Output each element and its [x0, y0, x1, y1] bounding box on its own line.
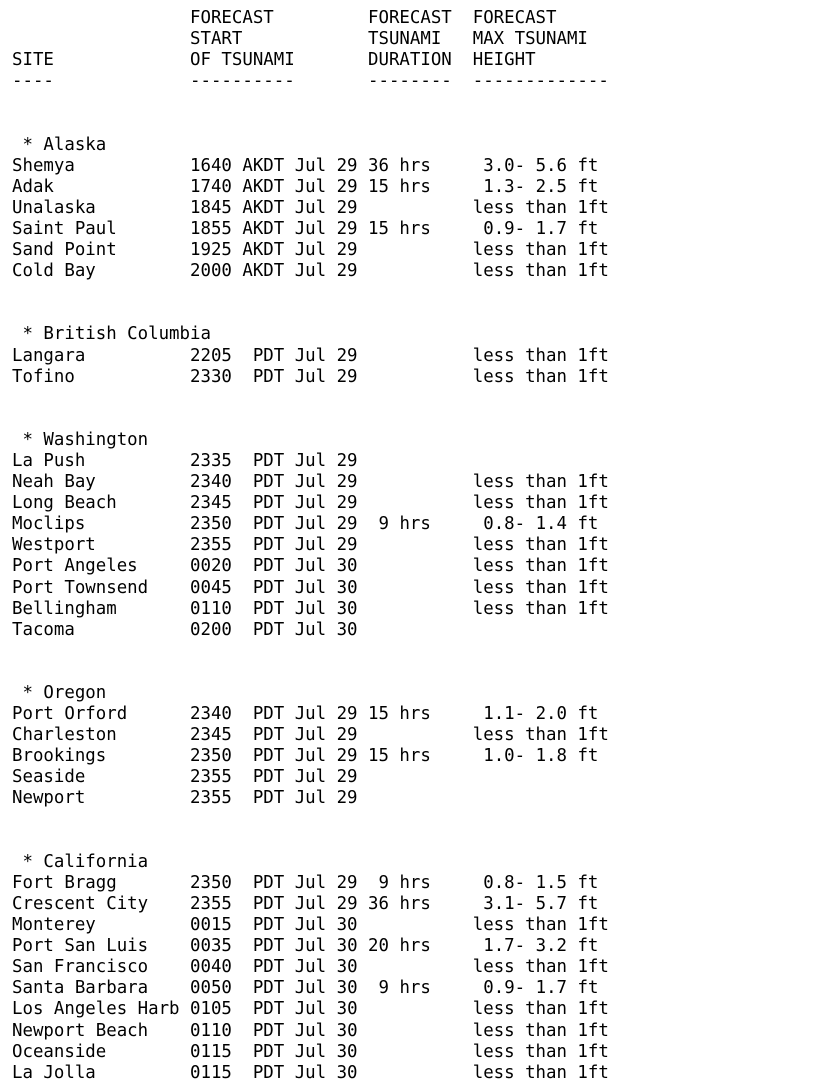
region-name: British Columbia: [43, 324, 211, 345]
region-name: Washington: [43, 429, 149, 450]
start-time: 2350 PDT Jul 29: [190, 746, 358, 767]
duration: 15 hrs: [368, 746, 431, 767]
site-name: Westport: [12, 535, 96, 556]
duration: 15 hrs: [368, 176, 431, 197]
blank-line: [12, 831, 609, 852]
forecast-row: [12, 472, 609, 493]
site-name: Oceanside: [12, 1041, 107, 1062]
site-name: Brookings: [12, 746, 107, 767]
site-name: Unalaska: [12, 197, 96, 218]
duration: 20 hrs: [368, 936, 431, 957]
site-name: Newport Beach: [12, 1020, 149, 1041]
header-height: FORECAST: [472, 8, 557, 28]
max-height: less than 1ft: [472, 957, 609, 978]
duration: 36 hrs: [368, 893, 431, 914]
site-name: Moclips: [12, 514, 86, 535]
max-height: less than 1ft: [472, 197, 609, 218]
max-height: less than 1ft: [472, 1041, 609, 1062]
start-time: 2335 PDT Jul 29: [190, 450, 358, 471]
forecast-row: [12, 493, 609, 514]
header-site: ----: [12, 71, 54, 92]
max-height: less than 1ft: [472, 535, 609, 556]
forecast-row: [12, 261, 609, 282]
site-name: Port Angeles: [12, 556, 138, 577]
header-line: [12, 8, 609, 29]
site-name: Shemya: [12, 155, 75, 176]
site-name: Sand Point: [12, 240, 117, 261]
site-name: Langara: [12, 345, 86, 366]
header-start: FORECAST: [190, 8, 274, 28]
site-name: Los Angeles Harb: [12, 999, 180, 1020]
start-time: 0050 PDT Jul 30: [190, 978, 358, 999]
header-height: HEIGHT: [472, 50, 536, 71]
header-duration: DURATION: [368, 50, 452, 71]
forecast-row: [12, 620, 609, 641]
blank-line: [12, 662, 609, 683]
max-height: 0.8- 1.4 ft: [483, 514, 599, 535]
header-line: [12, 50, 609, 71]
duration: 9 hrs: [378, 872, 431, 893]
max-height: less than 1ft: [472, 1062, 609, 1083]
forecast-row: [12, 915, 609, 936]
blank-line: [12, 641, 609, 662]
site-name: Adak: [12, 176, 54, 197]
header-line: [12, 29, 609, 50]
max-height: less than 1ft: [472, 556, 609, 577]
header-start: START: [190, 29, 243, 50]
start-time: 1640 AKDT Jul 29: [190, 155, 358, 176]
start-time: 2330 PDT Jul 29: [190, 366, 358, 387]
region-heading: * British Columbia: [12, 324, 211, 345]
start-time: 2000 AKDT Jul 29: [190, 261, 358, 282]
forecast-row: [12, 367, 609, 388]
header-line: [12, 71, 609, 92]
start-time: 2355 PDT Jul 29: [190, 893, 358, 914]
start-time: 1925 AKDT Jul 29: [190, 240, 358, 261]
blank-line: [12, 409, 609, 430]
max-height: 0.9- 1.7 ft: [483, 218, 599, 239]
site-name: Bellingham: [12, 598, 117, 619]
forecast-row: [12, 936, 609, 957]
forecast-row: [12, 978, 609, 999]
start-time: 0020 PDT Jul 30: [190, 556, 358, 577]
max-height: 1.0- 1.8 ft: [483, 746, 599, 767]
site-name: Seaside: [12, 767, 86, 788]
max-height: less than 1ft: [472, 472, 609, 493]
max-height: 3.0- 5.6 ft: [483, 155, 599, 176]
start-time: 1855 AKDT Jul 29: [190, 218, 358, 239]
forecast-row: [12, 599, 609, 620]
site-name: Santa Barbara: [12, 978, 149, 999]
max-height: less than 1ft: [472, 598, 609, 619]
forecast-row: [12, 346, 609, 367]
region-heading: * Oregon: [12, 683, 107, 703]
forecast-row: [12, 556, 609, 577]
site-name: San Francisco: [12, 957, 149, 978]
start-time: 2340 PDT Jul 29: [190, 472, 358, 493]
start-time: 0015 PDT Jul 30: [190, 915, 358, 936]
site-name: Port San Luis: [12, 936, 149, 957]
forecast-row: [12, 725, 609, 746]
start-time: 0045 PDT Jul 30: [190, 577, 358, 598]
site-name: Tofino: [12, 366, 75, 387]
start-time: 0035 PDT Jul 30: [190, 936, 358, 957]
header-duration: TSUNAMI: [368, 29, 442, 50]
start-time: 2345 PDT Jul 29: [190, 725, 358, 746]
start-time: 2340 PDT Jul 29: [190, 704, 358, 725]
forecast-row: [12, 198, 609, 219]
max-height: 1.3- 2.5 ft: [483, 176, 599, 197]
site-name: Crescent City: [12, 893, 149, 914]
region-name: Oregon: [43, 683, 107, 703]
start-time: 0040 PDT Jul 30: [190, 957, 358, 978]
tsunami-forecast-report: [12, 8, 609, 1084]
region-heading: * Alaska: [12, 134, 107, 155]
forecast-row: [12, 999, 609, 1020]
forecast-row: [12, 704, 609, 725]
site-name: Saint Paul: [12, 218, 117, 239]
header-height: MAX TSUNAMI: [472, 29, 588, 50]
start-time: 2350 PDT Jul 29: [190, 872, 358, 893]
max-height: 0.8- 1.5 ft: [483, 872, 599, 893]
start-time: 2355 PDT Jul 29: [190, 535, 358, 556]
forecast-row: [12, 746, 609, 767]
blank-line: [12, 810, 609, 831]
forecast-row: [12, 177, 609, 198]
forecast-row: [12, 240, 609, 261]
forecast-row: [12, 873, 609, 894]
site-name: Long Beach: [12, 493, 117, 514]
region-heading: * California: [12, 851, 149, 872]
blank-line: [12, 303, 609, 324]
start-time: 0115 PDT Jul 30: [190, 1041, 358, 1062]
site-name: Neah Bay: [12, 472, 96, 493]
site-name: Port Townsend: [12, 577, 149, 598]
forecast-row: [12, 788, 609, 809]
max-height: 3.1- 5.7 ft: [483, 893, 599, 914]
max-height: 1.1- 2.0 ft: [483, 704, 599, 725]
max-height: less than 1ft: [472, 577, 609, 598]
duration: 36 hrs: [368, 155, 431, 176]
max-height: less than 1ft: [472, 366, 609, 387]
start-time: 2345 PDT Jul 29: [190, 493, 358, 514]
header-height: -------------: [472, 71, 609, 92]
start-time: 0110 PDT Jul 30: [190, 598, 358, 619]
duration: 9 hrs: [378, 978, 431, 999]
start-time: 0200 PDT Jul 30: [190, 619, 358, 640]
max-height: less than 1ft: [472, 261, 609, 282]
site-name: Newport: [12, 788, 86, 809]
max-height: 0.9- 1.7 ft: [483, 978, 599, 999]
max-height: less than 1ft: [472, 725, 609, 746]
duration: 9 hrs: [378, 514, 431, 535]
header-start: OF TSUNAMI: [190, 50, 295, 71]
start-time: 1740 AKDT Jul 29: [190, 176, 358, 197]
start-time: 0115 PDT Jul 30: [190, 1062, 358, 1083]
forecast-row: [12, 894, 609, 915]
forecast-row: [12, 767, 609, 788]
header-duration: --------: [368, 71, 452, 92]
start-time: 2355 PDT Jul 29: [190, 767, 358, 788]
header-duration: FORECAST: [368, 8, 452, 28]
site-name: Tacoma: [12, 619, 75, 640]
site-name: Port Orford: [12, 704, 128, 725]
blank-line: [12, 282, 609, 303]
site-name: La Jolla: [12, 1062, 96, 1083]
start-time: 0105 PDT Jul 30: [190, 999, 358, 1020]
max-height: less than 1ft: [472, 240, 609, 261]
site-name: La Push: [12, 450, 86, 471]
forecast-row: [12, 156, 609, 177]
forecast-row: [12, 535, 609, 556]
forecast-row: [12, 578, 609, 599]
region-name: Alaska: [43, 134, 107, 155]
site-name: Monterey: [12, 915, 96, 936]
start-time: 1845 AKDT Jul 29: [190, 197, 358, 218]
blank-line: [12, 92, 609, 113]
region-name: California: [43, 851, 149, 872]
start-time: 0110 PDT Jul 30: [190, 1020, 358, 1041]
forecast-row: [12, 219, 609, 240]
start-time: 2355 PDT Jul 29: [190, 788, 358, 809]
blank-line: [12, 388, 609, 409]
blank-line: [12, 113, 609, 134]
forecast-row: [12, 1021, 609, 1042]
max-height: less than 1ft: [472, 345, 609, 366]
duration: 15 hrs: [368, 704, 431, 725]
site-name: Cold Bay: [12, 261, 96, 282]
forecast-row: [12, 451, 609, 472]
header-start: ----------: [190, 71, 295, 92]
max-height: 1.7- 3.2 ft: [483, 936, 599, 957]
site-name: Charleston: [12, 725, 117, 746]
forecast-row: [12, 1063, 609, 1084]
duration: 15 hrs: [368, 218, 431, 239]
max-height: less than 1ft: [472, 1020, 609, 1041]
max-height: less than 1ft: [472, 999, 609, 1020]
max-height: less than 1ft: [472, 915, 609, 936]
header-site: SITE: [12, 50, 54, 71]
start-time: 2350 PDT Jul 29: [190, 514, 358, 535]
forecast-row: [12, 1042, 609, 1063]
start-time: 2205 PDT Jul 29: [190, 345, 358, 366]
max-height: less than 1ft: [472, 493, 609, 514]
forecast-row: [12, 957, 609, 978]
region-heading: * Washington: [12, 429, 149, 450]
forecast-row: [12, 514, 609, 535]
site-name: Fort Bragg: [12, 872, 117, 893]
